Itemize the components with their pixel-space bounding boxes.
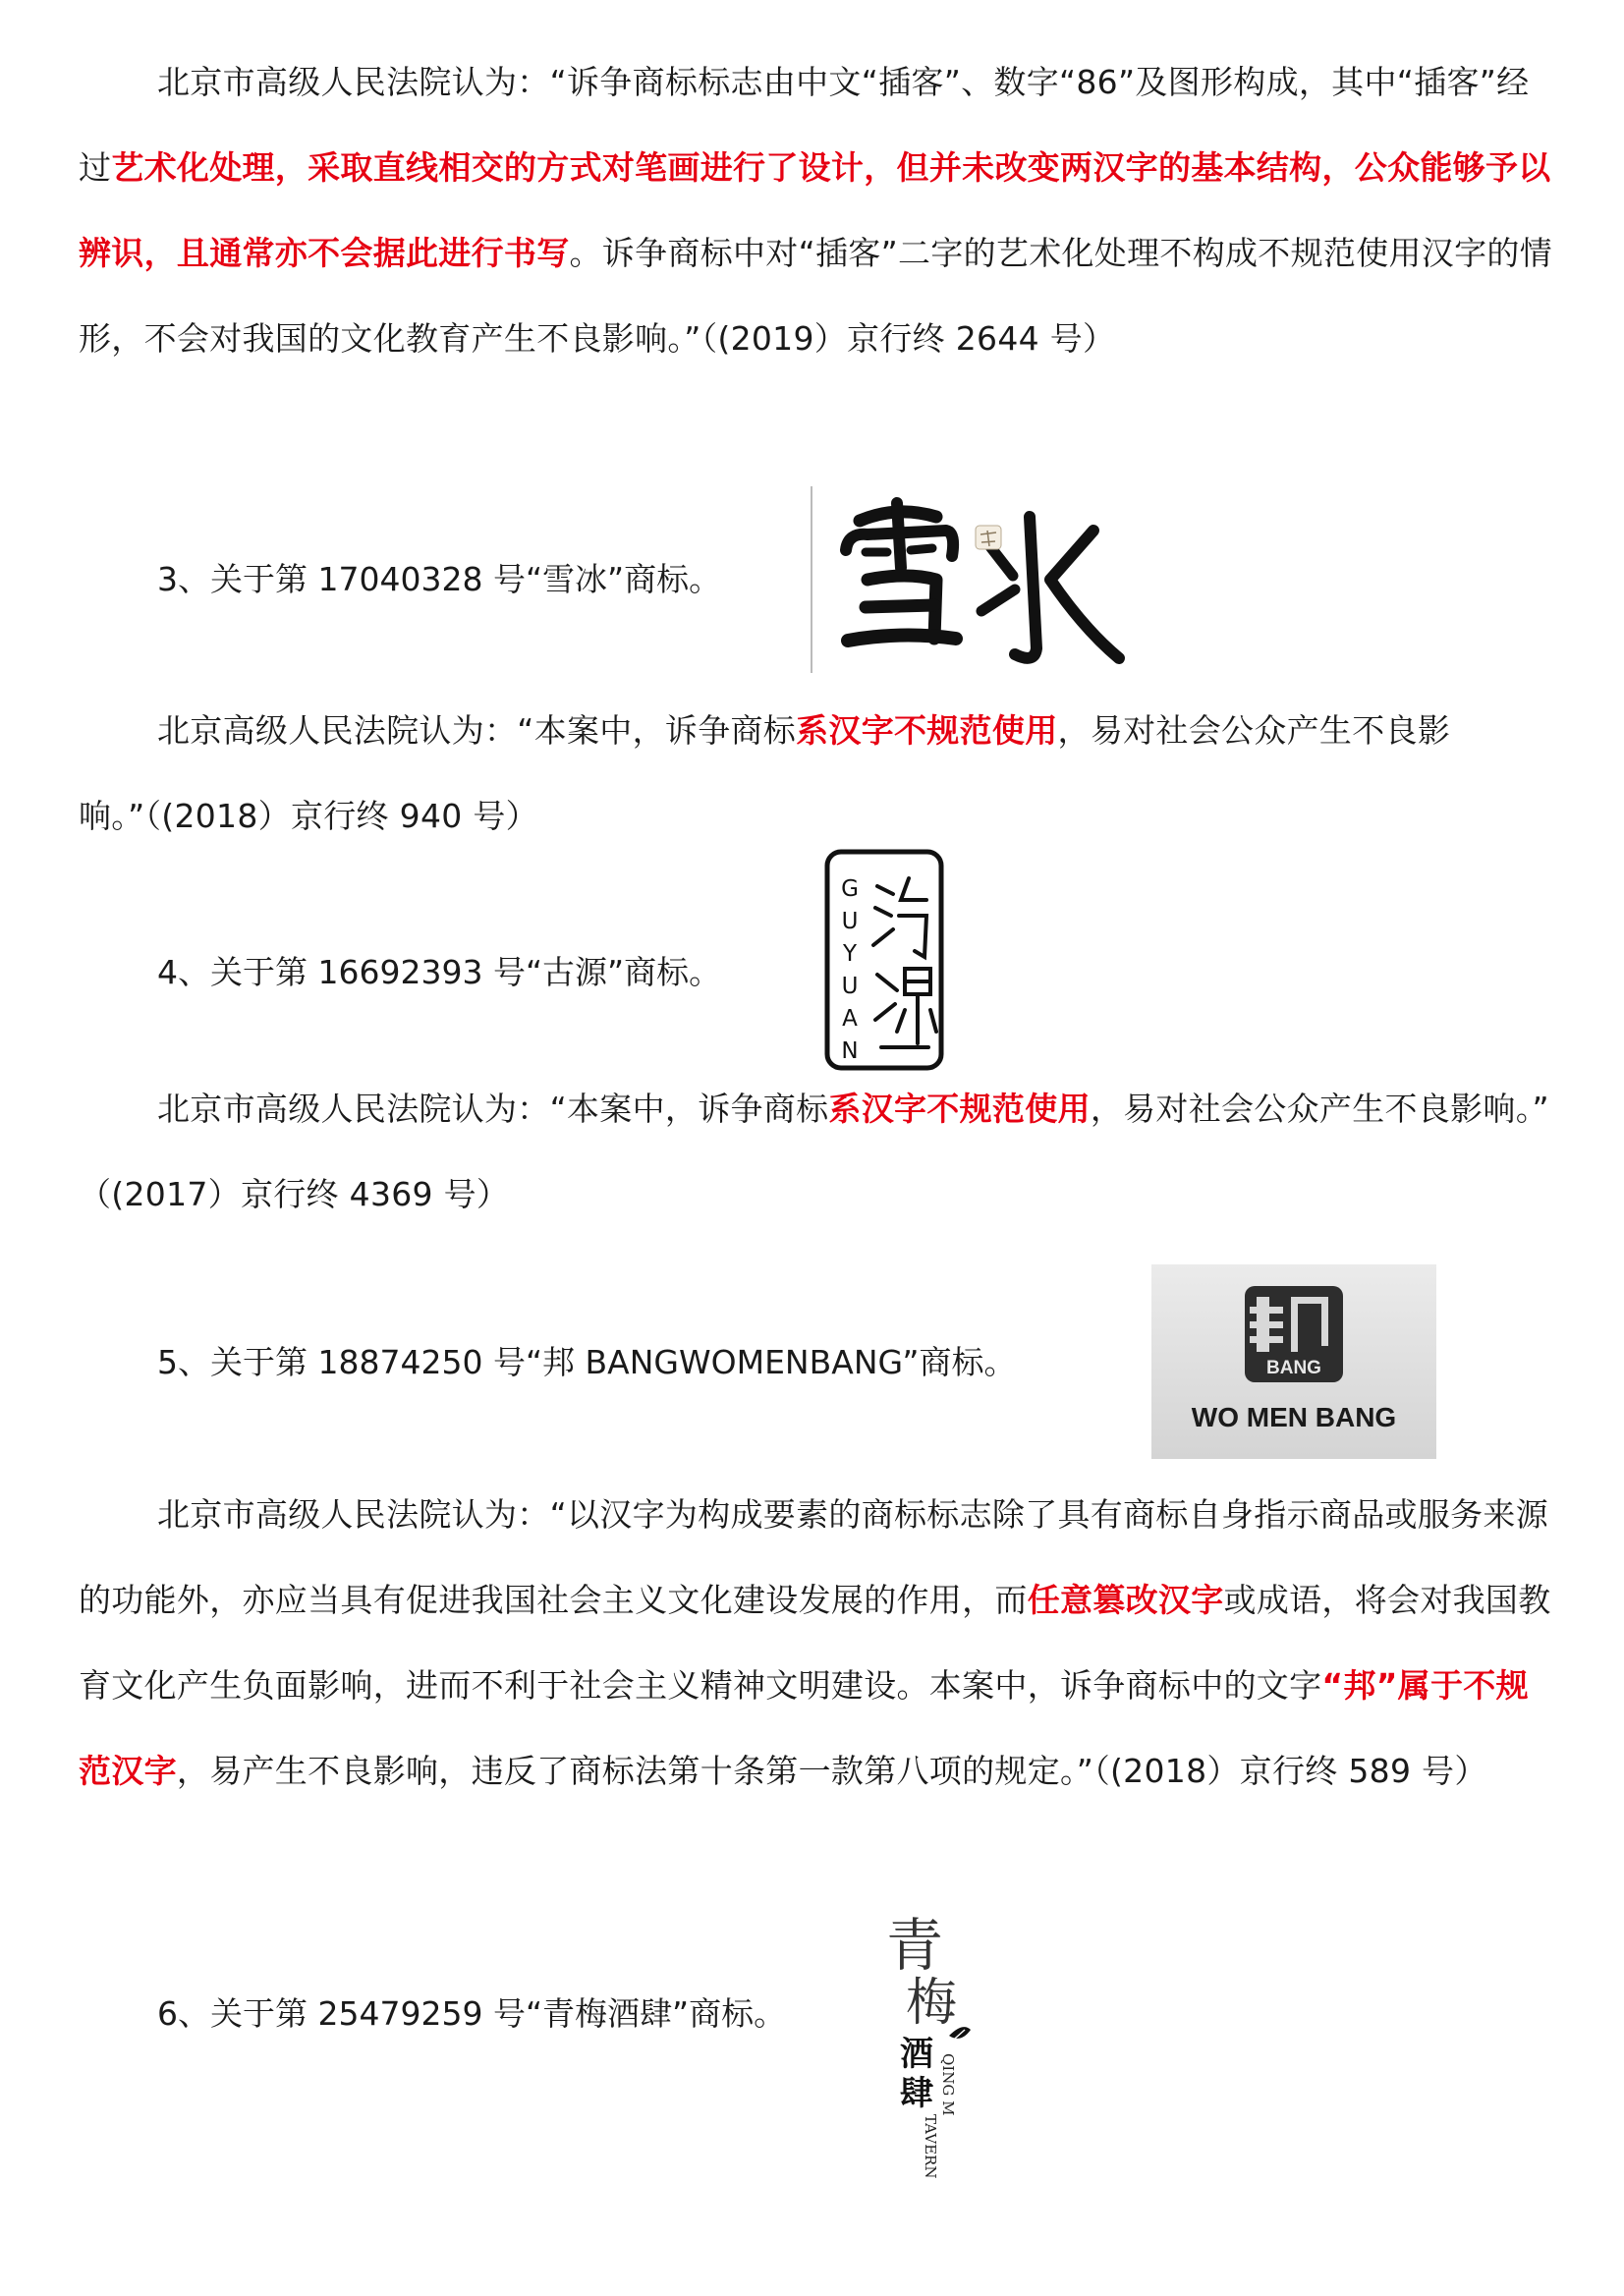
para1-text-a: 北京市高级人民法院认为：“诉争商标标志由中文“插客”、数字“86”及图形构成，其中“插客”经过	[79, 63, 1530, 187]
svg-text:BANG: BANG	[1266, 1358, 1321, 1378]
paragraph-3	[79, 688, 1552, 859]
para5-highlight-1: 任意篡改汉字	[1027, 1581, 1224, 1619]
para1-highlight-1: 艺术化处理	[111, 148, 275, 187]
para3-highlight: 系汉字不规范使用	[796, 711, 1058, 750]
para1-sep-3: ，	[1321, 148, 1355, 187]
para4-text-a: 北京市高级人民法院认为：“本案中，诉争商标	[157, 1090, 829, 1128]
guyuan-logo	[822, 847, 946, 1073]
svg-text:梅: 梅	[906, 1974, 958, 2033]
para5-text-b: 或成语，将会对我国教育文化产生负面影响，进而不利于社会主义精神文明建设。本案中，诉争商标中的文字	[79, 1581, 1551, 1705]
para5-highlight-2: “邦”属于不规范汉字	[79, 1666, 1529, 1790]
svg-text:青: 青	[886, 1912, 944, 1979]
para1-highlight-2: 采取直线相交的方式对笔画进行了设计	[308, 148, 865, 187]
paragraph-5	[79, 1472, 1552, 1814]
svg-text:Y: Y	[842, 941, 858, 967]
para4-text-b: ，易对社会公众产生不良影响。” （(2017）京行终 4369 号）	[79, 1090, 1549, 1213]
para5-text-a: 北京市高级人民法院认为：“以汉字为构成要素的商标标志除了具有商标自身指示商品或服务来源的功能外，亦应当具有促进我国社会主义文化建设发展的作用，而	[79, 1495, 1548, 1619]
para1-sep-2: ，	[864, 148, 897, 187]
paragraph-1	[79, 39, 1552, 381]
paragraph-4	[79, 1066, 1552, 1237]
para5-text-c: ，易产生不良影响，违反了商标法第十条第一款第八项的规定。”（(2018）京行终 589 号）	[176, 1752, 1487, 1790]
para3-text-a: 北京高级人民法院认为：“本案中，诉争商标	[157, 711, 797, 750]
item-3-heading: 3、关于第 17040328 号“雪冰”商标。	[157, 560, 722, 598]
svg-text:A: A	[842, 1006, 858, 1032]
para3-text-b: ，易对社会公众产生不良影响。”（(2018）京行终 940 号）	[79, 711, 1451, 835]
item-6-heading: 6、关于第 25479259 号“青梅酒肆”商标。	[157, 1994, 787, 2033]
qingmei-logo	[865, 1896, 992, 2191]
bang-logo	[1151, 1264, 1436, 1459]
svg-text:U: U	[841, 974, 859, 999]
svg-text:肆: 肆	[900, 2074, 933, 2113]
xuebing-logo	[809, 481, 1133, 678]
svg-text:TAVERN: TAVERN	[922, 2114, 939, 2179]
svg-text:QING M: QING M	[939, 2053, 957, 2116]
svg-text:酒: 酒	[900, 2035, 933, 2074]
para1-sep-1: ，	[274, 148, 308, 187]
para4-highlight: 系汉字不规范使用	[828, 1090, 1091, 1128]
item-4-heading: 4、关于第 16692393 号“古源”商标。	[157, 953, 722, 991]
para1-text-b: 。诉争商标中对“插客”二字的艺术化处理不构成不规范使用汉字的情形，不会对我国的文化教育产生不良影响。”（(2019）京行终 2644 号）	[79, 234, 1552, 358]
para1-highlight-3: 但并未改变两汉字的基本结构	[896, 148, 1322, 187]
item-5-heading: 5、关于第 18874250 号“邦 BANGWOMENBANG”商标。	[157, 1343, 1017, 1381]
svg-text:N: N	[841, 1038, 859, 1064]
svg-text:WO MEN BANG: WO MEN BANG	[1191, 1402, 1397, 1432]
para1-highlight-4: 公众能够予以辨识，且通常亦不会据此进行书写	[79, 148, 1551, 272]
svg-text:G: G	[841, 876, 859, 902]
svg-text:U: U	[841, 909, 859, 934]
